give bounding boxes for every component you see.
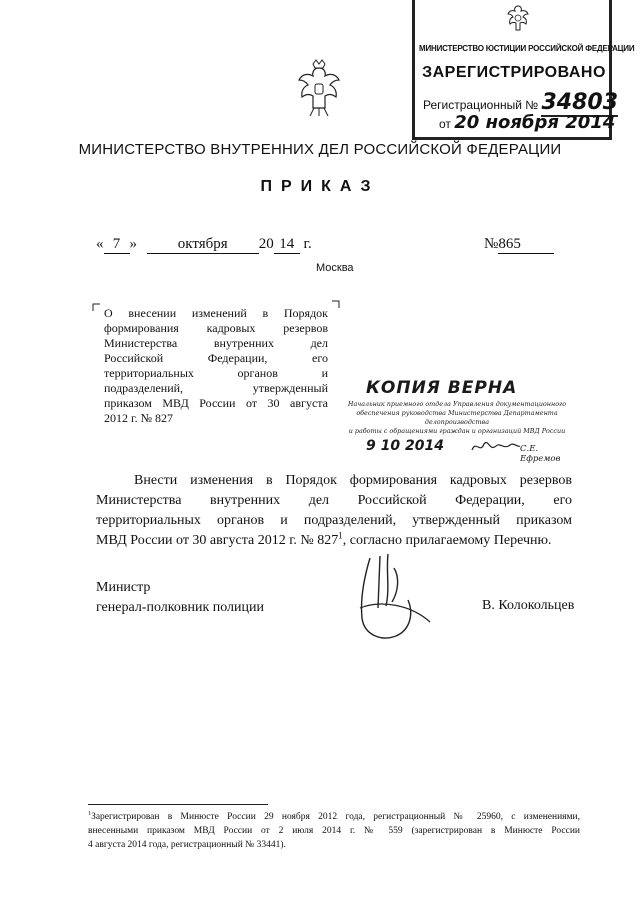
subject-line: территориальных органов и xyxy=(104,366,328,380)
copy-stamp-name: С.Е. Ефремов xyxy=(520,444,561,464)
registration-date-prefix: от xyxy=(439,117,451,131)
copy-stamp-line: обеспечения руководства Министерства Департамента делопроизводства xyxy=(356,409,558,426)
date-quote-close: » xyxy=(129,236,137,252)
registration-ministry: МИНИСТЕРСТВО ЮСТИЦИИ РОССИЙСКОЙ ФЕДЕРАЦИИ xyxy=(419,44,635,53)
order-month: октября xyxy=(147,236,259,254)
subject-line: формирования кадровых резервов xyxy=(104,321,328,335)
copy-stamp-title: КОПИЯ ВЕРНА xyxy=(366,378,518,398)
ministry-name: МИНИСТЕРСТВО ВНУТРЕННИХ ДЕЛ РОССИЙСКОЙ ФЕДЕРАЦИИ xyxy=(78,141,562,158)
date-quote-open: « xyxy=(96,236,104,252)
body-line-last xyxy=(96,531,572,551)
order-body xyxy=(96,471,572,551)
registration-title: ЗАРЕГИСТРИРОВАНО xyxy=(422,64,606,81)
order-number xyxy=(484,236,554,254)
order-number-sign: № xyxy=(484,236,499,252)
order-city: Москва xyxy=(316,262,354,274)
signatory-title-line2: генерал-полковник полиции xyxy=(96,600,265,615)
body-footnote-marker: 1 xyxy=(338,530,343,541)
copy-stamp-signature-icon xyxy=(470,436,522,456)
footnote-line: 4 августа 2014 года, регистрационный № 33441). xyxy=(88,840,286,850)
registration-date-line xyxy=(439,112,615,133)
body-line: территориальных органов и подразделений, утвержденный приказом xyxy=(96,513,572,528)
registration-date: 20 ноября 2014 xyxy=(454,112,616,133)
copy-stamp-date: 9 10 2014 xyxy=(366,438,444,454)
subject-line: Министерства внутренних дел xyxy=(104,336,328,350)
copy-stamp-text xyxy=(346,400,568,436)
subject-line: 2012 г. № 827 xyxy=(104,411,174,425)
signatory-name: В. Колокольцев xyxy=(482,598,575,613)
minister-signature-icon xyxy=(340,548,450,646)
subject-line: О внесении изменений в Порядок xyxy=(104,306,328,320)
footnote xyxy=(88,810,580,852)
body-last-start: МВД России от 30 августа 2012 г. № 827 xyxy=(96,533,339,548)
footnote-line: внесенными приказом МВД России от 2 июля 2014 г. № 559 (зарегистрирован в Минюсте России xyxy=(88,826,580,836)
footnote-line xyxy=(88,810,580,824)
bracket-top-right-icon xyxy=(332,300,340,308)
footnote-marker: 1 xyxy=(88,810,92,817)
order-subject xyxy=(104,306,328,426)
registration-number: 34803 xyxy=(541,90,619,115)
signatory-title xyxy=(96,578,264,618)
order-date xyxy=(96,236,312,254)
copy-stamp-line: Начальник приемного отдела Управления документационного xyxy=(347,400,567,408)
coat-of-arms-icon xyxy=(296,58,342,118)
order-number-value: 865 xyxy=(498,236,554,254)
body-line: Внести изменения в Порядок формирования кадровых резервов xyxy=(134,473,572,488)
footnote-line-text: Зарегистрирован в Минюсте России 29 ноября 2012 года, регистрационный № 25960, с изменениями, xyxy=(91,812,580,822)
registration-stamp xyxy=(412,0,635,140)
subject-line: подразделений, утвержденный xyxy=(104,381,328,395)
bracket-top-left-icon xyxy=(92,303,100,311)
order-year-prefix: 20 xyxy=(258,236,274,252)
subject-line: Российской Федерации, его xyxy=(104,351,328,365)
body-line: Министерства внутренних дел Российской Федерации, его xyxy=(96,493,572,508)
order-year-suffix: 14 xyxy=(274,236,300,254)
signatory-title-line1: Министр xyxy=(96,580,151,595)
subject-line: приказом МВД России от 30 августа xyxy=(104,396,328,410)
body-last-end: , согласно прилагаемому Перечню. xyxy=(342,533,552,548)
order-year-unit: г. xyxy=(303,236,312,252)
copy-certified-stamp xyxy=(340,378,572,464)
copy-stamp-line: и работы с обращениями граждан и организаций МВД России xyxy=(348,427,566,435)
eagle-emblem-small-icon xyxy=(503,2,533,34)
document-type-title: ПРИКАЗ xyxy=(260,178,380,195)
order-day: 7 xyxy=(104,236,130,254)
footnote-divider xyxy=(88,804,268,805)
registration-number-label: Регистрационный № xyxy=(423,98,539,112)
